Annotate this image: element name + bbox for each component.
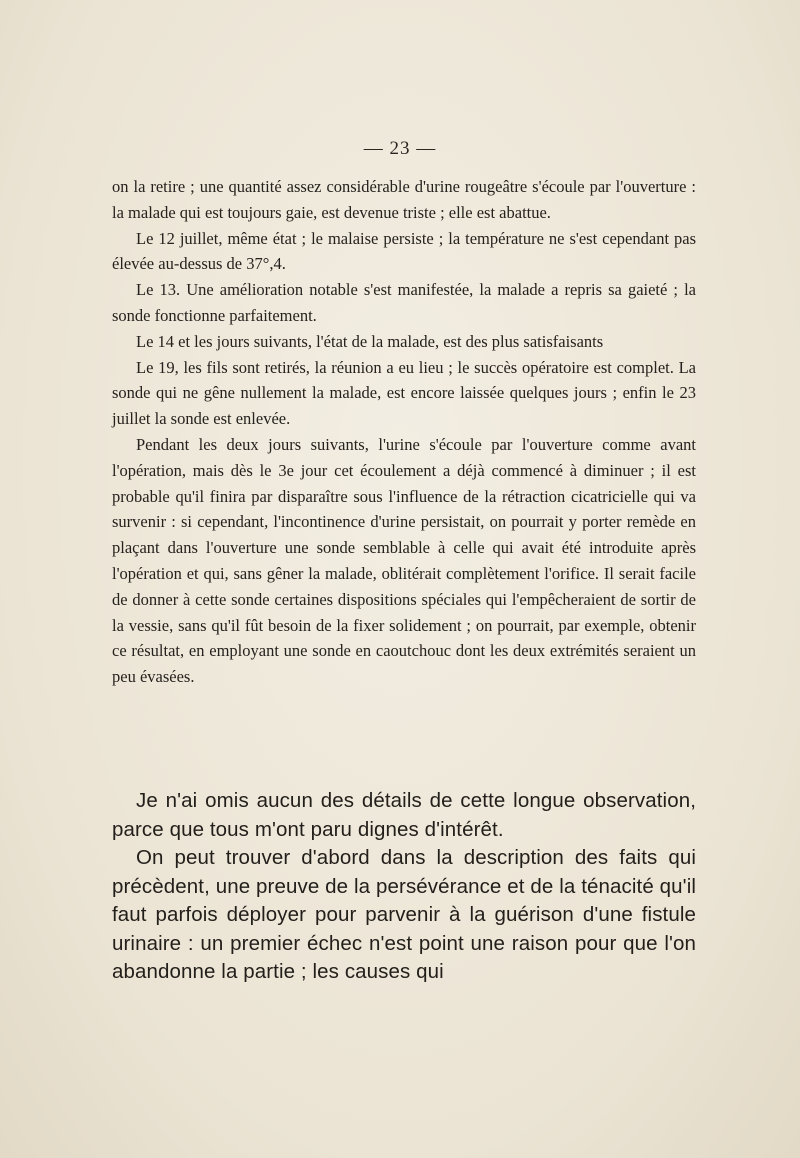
paragraph-july-12: Le 12 juillet, même état ; le malaise persiste ; la température ne s'est cependant pas élevée au-dessus de 37°,4. — [112, 228, 696, 274]
paragraph-following-days: Pendant les deux jours suivants, l'urine s'écoule par l'ouverture comme avant l'opération, mais dès le 3e jour cet écoulement a déjà commencé à diminuer ; il est probable qu'il finira par disparaître sous l'influence de la rétraction cicatricielle qui va survenir : si cependant, l'incontinence d'urine persistait, on pourrait y porter remède en plaçant dans l'ouverture une sonde semblable à celle qui avait été introduite après l'opération et qui, sans gêner la malade, oblitérait complètement l'orifice. Il serait facile de donner à cette sonde certaines dispositions spéciales qui l'empêcheraient de sortir de la vessie, sans qu'il fût besoin de la fixer solidement ; on pourrait, par exemple, obtenir ce résultat, en employant une sonde en caoutchouc dont les deux extrémités seraient un peu évasées. — [112, 434, 696, 687]
paragraph-july-14: Le 14 et les jours suivants, l'état de la malade, est des plus satisfaisants — [136, 331, 604, 351]
paragraph-july-13: Le 13. Une amélioration notable s'est manifestée, la malade a repris sa gaieté ; la sonde fonctionne parfaitement. — [112, 280, 696, 325]
commentary-text — [112, 787, 696, 987]
observation-text — [112, 174, 696, 690]
paragraph-continuation: on la retire ; une quantité assez considérable d'urine rougeâtre s'écoule par l'ouverture : la malade qui est toujours gaie, est devenue triste ; elle est abattue. — [112, 177, 696, 222]
paragraph-july-19: Le 19, les fils sont retirés, la réunion a eu lieu ; le succès opératoire est complet. La sonde qui ne gêne nullement la malade, est encore laissée quelques jours ; enfin le 23 juillet la sonde est enlevée. — [112, 357, 696, 429]
paragraph-commentary-main: On peut trouver d'abord dans la description des faits qui précèdent, une preuve de la persévérance et de la ténacité qu'il faut parfois déployer pour parvenir à la guérison d'une fistule urinaire : un premier échec n'est point une raison pour que l'on abandonne la partie ; les causes qui — [112, 846, 696, 983]
page-number: — 23 — — [363, 138, 437, 159]
paragraph-commentary-intro: Je n'ai omis aucun des détails de cette longue observation, parce que tous m'ont paru dignes d'intérêt. — [112, 789, 696, 841]
